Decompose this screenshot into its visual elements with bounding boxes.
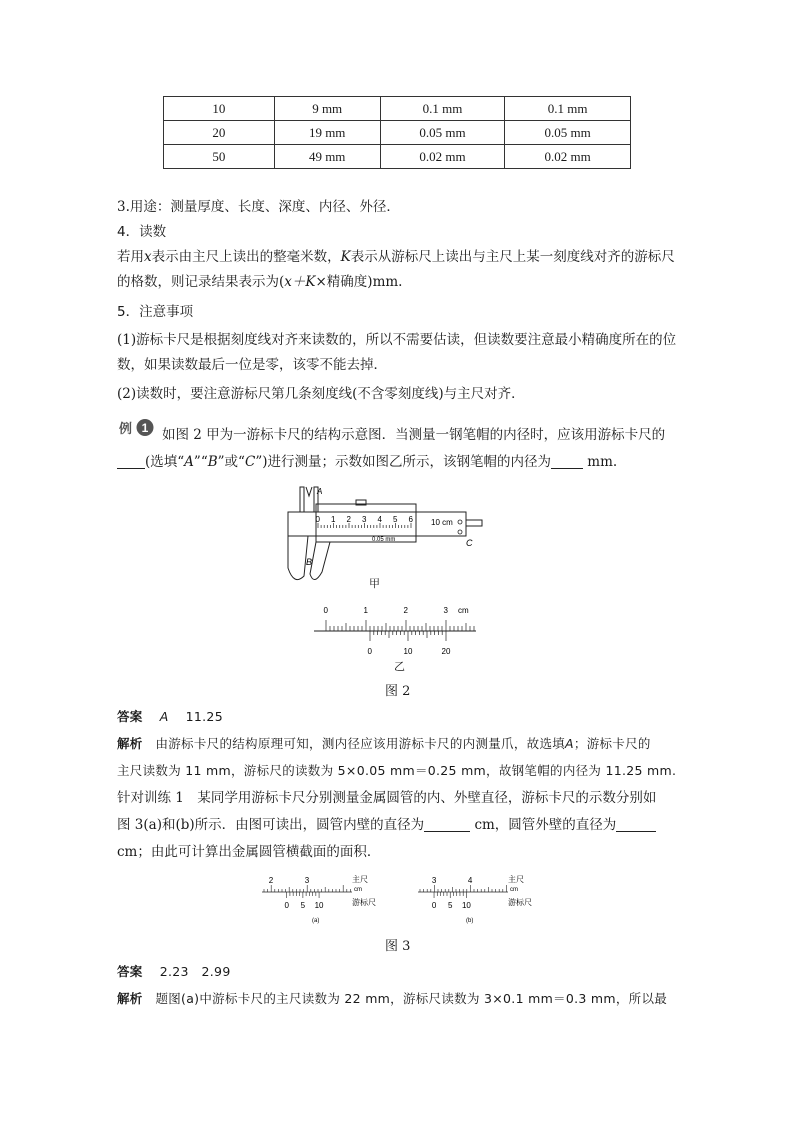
fig3a-vernier-name: 游标尺: [352, 898, 376, 907]
table-row: [164, 97, 631, 121]
table-cell: 0.1 mm: [380, 97, 505, 121]
answer-blank-4[interactable]: [616, 816, 656, 832]
fig3a-unit: cm: [354, 887, 362, 893]
caliper-diagram: [280, 482, 490, 590]
figure-3b-vernier: [416, 870, 546, 928]
fig3-vernier-label: 10: [461, 901, 471, 910]
fig3-vernier-label: 5: [300, 901, 306, 910]
example-badge-number: 1: [141, 421, 149, 435]
analysis-1-line-1: 解析 由游标卡尺的结构原理可知，测内径应该用游标卡尺的内测量爪，故选填A；游标卡尺的: [117, 736, 651, 751]
note-1: (1)游标卡尺是根据刻度线对齐来读数的，所以不需要估读，但读数要注意最小精确度所在的位数，如果读数最后一位是零，该零不能去掉．: [117, 332, 677, 373]
caliper-tick-label: 6: [408, 515, 413, 524]
figure-2-jia-label: 甲: [369, 577, 380, 590]
table-cell: 10: [164, 97, 275, 121]
caliper-vernier-text: 0.05 mm: [372, 537, 396, 543]
table-cell: 0.02 mm: [505, 145, 631, 169]
answer-blank-3[interactable]: [424, 816, 470, 832]
training-1-line-2: 图 3(a)和(b)所示．由图可读出，圆管内壁的直径为 cm，圆管外壁的直径为: [117, 815, 656, 835]
precision-table: [163, 96, 631, 169]
fig3b-main-name: 主尺: [508, 875, 524, 884]
table-cell: 50: [164, 145, 275, 169]
fig3-main-label: 3: [304, 876, 310, 885]
example-badge-label: 例: [119, 421, 133, 436]
caliper-label-c: C: [466, 538, 473, 548]
caliper-tick-label: 3: [362, 515, 367, 524]
fig3-vernier-label: 10: [314, 901, 324, 910]
fig3-main-label: 3: [431, 876, 437, 885]
table-cell: 49 mm: [274, 145, 380, 169]
table-cell: 0.1 mm: [505, 97, 631, 121]
answer-2: 答案 2.23 2.99: [117, 964, 231, 979]
answer-1: 答案 A 11.25: [117, 709, 223, 724]
main-scale-label: 0: [323, 606, 328, 615]
section-3-usage: 3.用途：测量厚度、长度、深度、内径、外径．: [117, 199, 400, 215]
note-2: (2)读数时，要注意游标尺第几条刻度线(不含零刻度线)与主尺对齐．: [117, 386, 525, 402]
table-row: [164, 121, 631, 145]
answer-blank-2[interactable]: [551, 453, 583, 469]
vernier-reading-diagram: [310, 602, 480, 662]
caliper-tick-label: 1: [331, 515, 336, 524]
fig3a-tag: (a): [312, 918, 320, 924]
figure-2-yi-label: 乙: [394, 660, 405, 673]
example-1-line-2: (选填“A”“B”或“C”)进行测量；示数如图乙所示，该钢笔帽的内径为 mm.: [117, 452, 617, 472]
answer-blank-1[interactable]: [117, 453, 145, 469]
training-1-line-3: cm；由此可计算出金属圆管横截面的面积．: [117, 844, 381, 860]
caliper-label-b: B: [306, 557, 313, 567]
main-scale-label: 2: [403, 606, 408, 615]
section-5-title: 5．注意事项: [117, 304, 194, 320]
caliper-end-label: 10 cm: [431, 518, 453, 527]
caliper-tick-label: 4: [377, 515, 382, 524]
vernier-scale-label: 10: [403, 647, 413, 656]
table-cell: 19 mm: [274, 121, 380, 145]
section-4-body: 若用x表示由主尺上读出的整毫米数，K表示从游标尺上读出与主尺上某一刻度线对齐的游标尺的格数，则记录结果表示为(x＋K×精确度)mm.: [117, 249, 675, 290]
main-scale-label: 3: [443, 606, 448, 615]
caliper-tick-label: 2: [346, 515, 351, 524]
vernier-unit-label: cm: [458, 606, 469, 615]
section-4-title: 4．读数: [117, 224, 167, 240]
figure-3a-vernier: [260, 870, 390, 928]
fig3-main-label: 2: [268, 876, 274, 885]
fig3b-vernier-name: 游标尺: [508, 898, 532, 907]
table-cell: 0.02 mm: [380, 145, 505, 169]
analysis-2: 解析 题图(a)中游标卡尺的主尺读数为 22 mm，游标尺读数为 3×0.1 mm＝0.3 mm，所以最: [117, 991, 668, 1006]
vernier-scale-label: 20: [441, 647, 451, 656]
training-1-line-1: 针对训练 1 某同学用游标卡尺分别测量金属圆管的内、外壁直径，游标卡尺的示数分别如: [117, 790, 657, 806]
vernier-scale-label: 0: [367, 647, 372, 656]
caliper-tick-label: 0: [315, 515, 320, 524]
analysis-1-line-2: 主尺读数为 11 mm，游标尺的读数为 5×0.05 mm＝0.25 mm，故钢笔帽的内径为 11.25 mm.: [117, 763, 677, 778]
fig3-vernier-label: 0: [431, 901, 437, 910]
caliper-tick-label: 5: [393, 515, 398, 524]
figure-3-caption: 图 3: [385, 939, 411, 954]
fig3b-tag: (b): [466, 918, 474, 924]
fig3-main-label: 4: [467, 876, 473, 885]
table-cell: 0.05 mm: [505, 121, 631, 145]
table-cell: 9 mm: [274, 97, 380, 121]
example-1-line-1: 如图 2 甲为一游标卡尺的结构示意图．当测量一钢笔帽的内径时，应该用游标卡尺的: [162, 427, 666, 443]
example-badge-icon: [117, 418, 157, 438]
figure-2-caption: 图 2: [385, 684, 411, 699]
fig3-vernier-label: 0: [284, 901, 289, 910]
caliper-label-a: A: [317, 487, 323, 496]
fig3-vernier-label: 5: [448, 901, 453, 910]
fig3b-unit: cm: [510, 887, 518, 893]
table-row: [164, 145, 631, 169]
main-scale-label: 1: [363, 606, 368, 615]
fig3a-main-name: 主尺: [352, 875, 368, 884]
table-cell: 0.05 mm: [380, 121, 505, 145]
table-cell: 20: [164, 121, 275, 145]
